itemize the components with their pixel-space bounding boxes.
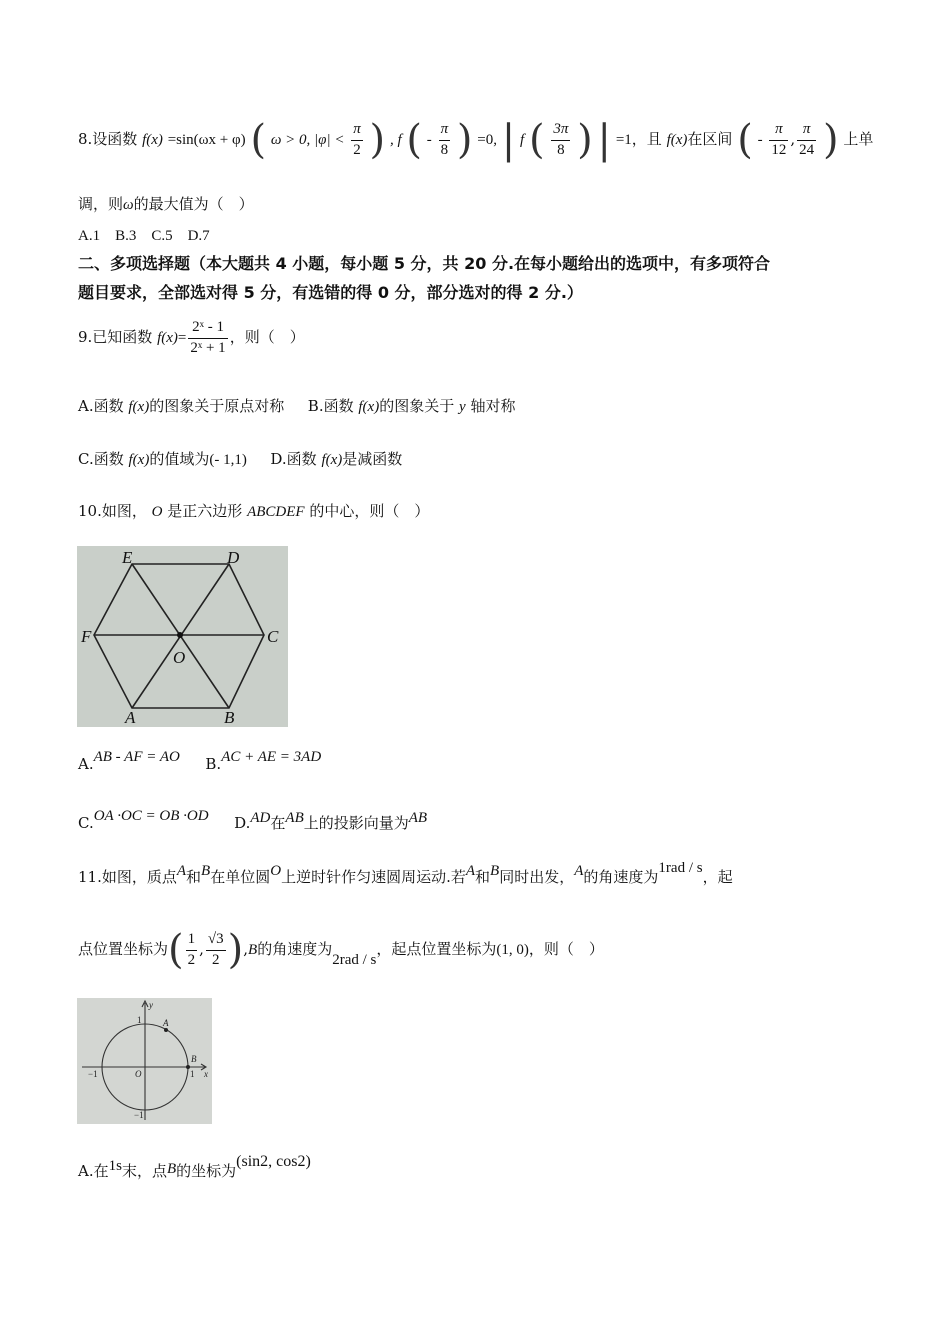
q9-optA-pre: A.函数 bbox=[78, 397, 124, 415]
q11-B3: B bbox=[248, 942, 258, 958]
q8-abs-open: | bbox=[501, 117, 516, 163]
q8-fx: f(x) bbox=[142, 132, 163, 148]
label-neg-one-bottom: −1 bbox=[134, 1110, 144, 1120]
q11-line2a: 点位置坐标为 bbox=[78, 940, 169, 958]
label-A: A bbox=[125, 708, 136, 727]
q9-optC-pre: C.函数 bbox=[78, 450, 124, 468]
section2-line2: 题目要求，全部选对得 5 分，有选错的得 0 分，部分选对的得 2 分.） bbox=[78, 283, 583, 302]
q8-two: 2 bbox=[353, 141, 361, 158]
label-x: x bbox=[204, 1069, 208, 1079]
q9-optC-mid: 的值域为 bbox=[149, 450, 210, 468]
q8-tail: 上单 bbox=[843, 130, 874, 148]
q9-optB-post: 轴对称 bbox=[470, 397, 516, 415]
q8-line2 bbox=[78, 193, 254, 214]
q8-eight-b: 8 bbox=[557, 141, 565, 158]
q10-optD-label: D. bbox=[234, 814, 251, 832]
q10-O: O bbox=[151, 504, 163, 520]
q8-paren-close: ) bbox=[369, 117, 386, 163]
q10-optD-2: 在 bbox=[270, 814, 286, 832]
label-E: E bbox=[122, 548, 133, 567]
q10-optB: AC + AE = 3AD bbox=[221, 749, 322, 765]
q10-optD-1: AD bbox=[250, 810, 271, 826]
q8-twentyfour: 24 bbox=[799, 141, 815, 158]
q11-optA-t: 1s bbox=[108, 1158, 122, 1174]
q9-options-cd bbox=[78, 448, 402, 469]
q11-A3: A bbox=[574, 863, 584, 879]
label-F: F bbox=[81, 627, 92, 646]
q8-eq1: =1 bbox=[615, 132, 632, 148]
label-O: O bbox=[173, 648, 186, 667]
q8-paren-open2: ( bbox=[406, 117, 422, 163]
q8-lead: 8.设函数 bbox=[78, 130, 138, 148]
label-neg-one-left: −1 bbox=[88, 1069, 98, 1079]
q11-startB: (1, 0) bbox=[496, 942, 529, 958]
q10-hex: ABCDEF bbox=[247, 504, 305, 520]
q8-frac-pi2 bbox=[351, 120, 363, 160]
q11-paren-close: ) bbox=[227, 927, 244, 973]
q11-line2c: ，起点位置坐标为 bbox=[376, 940, 497, 958]
q8-paren-close2: ) bbox=[456, 117, 473, 163]
q9-optA-fx: f(x) bbox=[128, 399, 150, 415]
q8-fneg: , f bbox=[389, 132, 402, 148]
q8-paren-open3: ( bbox=[528, 117, 545, 163]
label-one-right: 1 bbox=[190, 1069, 195, 1079]
q10-mid: 是正六边形 bbox=[167, 502, 243, 520]
q11-mid4: 的角速度为 bbox=[583, 868, 659, 886]
q9-optD-pre: D.函数 bbox=[270, 450, 317, 468]
unit-circle-figure bbox=[77, 998, 212, 1124]
hexagon-figure bbox=[77, 546, 288, 727]
q8-line2b: 的最大值为（ ） bbox=[133, 195, 254, 213]
q11-line2: 点位置坐标为( $\frac{1}{2}$ , $\frac{√3}{2}$ ),B的角速度为2rad / s，起点位置坐标为(1, 0)，则（ ） bbox=[78, 927, 604, 973]
q8-line1: 8.设函数 f(x) =sin(ωx + φ) ( ω > 0, |φ| < $\frac{\pi}{2}$ ) , f ( - $\frac{\pi}{8}$ ) =0, | f ( $\frac{3\pi}{8}$ ) | =1，且 f(x)在区间 ( - $\frac{\pi}{12}$ , $\frac{\pi}{24}$ ) 上单 bbox=[78, 117, 874, 163]
q11-line2b: 的角速度为 bbox=[257, 940, 333, 958]
q9-optD-post: 是减函数 bbox=[342, 450, 403, 468]
q8-eight: 8 bbox=[440, 141, 449, 158]
q8-frac-pi24 bbox=[797, 120, 816, 160]
q9-tail: ，则（ ） bbox=[229, 328, 305, 346]
q11-B2: B bbox=[490, 863, 500, 879]
q11-O: O bbox=[270, 863, 282, 879]
q8-def: =sin(ωx + φ) bbox=[167, 132, 246, 148]
q11-optA-mid: 末，点 bbox=[121, 1162, 167, 1180]
q11-line2d: ，则（ ） bbox=[528, 940, 604, 958]
q9-num: 2ˣ - 1 bbox=[188, 318, 227, 339]
q9-fx: f(x) bbox=[157, 330, 178, 346]
q11-optA bbox=[78, 1153, 311, 1181]
q8-omega: ω bbox=[123, 197, 134, 213]
q10-tail: 的中心，则（ ） bbox=[309, 502, 430, 520]
q11-speedB: 2rad / s bbox=[332, 952, 377, 968]
q9-lead: 9.已知函数 bbox=[78, 328, 153, 346]
q11-optA-pre: A.在 bbox=[78, 1162, 109, 1180]
q9-frac bbox=[188, 318, 227, 358]
q10-options-cd bbox=[78, 808, 428, 833]
q9-line bbox=[78, 318, 305, 358]
q11-optA-B: B bbox=[166, 1161, 177, 1177]
label-C: C bbox=[267, 627, 279, 646]
q9-optA-post: 的图象关于原点对称 bbox=[149, 397, 285, 415]
q11-mid1: 在单位圆 bbox=[210, 868, 271, 886]
q10-lead: 10.如图， bbox=[78, 502, 147, 520]
q8-interval: 在区间 bbox=[687, 130, 733, 148]
q10-optC-label: C. bbox=[78, 814, 94, 832]
q8-abs-close: | bbox=[597, 117, 612, 163]
q11-frac-sqrt3 bbox=[206, 930, 226, 970]
q10-optD-4: 上的投影向量为 bbox=[303, 814, 409, 832]
q8-paren-close3: ) bbox=[577, 117, 593, 163]
q11-line1 bbox=[78, 860, 733, 887]
q11-optA-coord: (sin2, cos2) bbox=[236, 1153, 311, 1170]
q9-options-ab bbox=[78, 395, 515, 416]
q8-neg-b: - bbox=[757, 132, 763, 148]
q11-and: 和 bbox=[186, 868, 202, 886]
q8-frac-3pi8 bbox=[551, 120, 570, 160]
q10-optB-label: B. bbox=[205, 755, 222, 773]
q10-optD-5: AB bbox=[408, 810, 428, 826]
q10-options-ab bbox=[78, 749, 322, 774]
q9-den: 2ˣ + 1 bbox=[190, 339, 226, 356]
q9-optC-fx: f(x) bbox=[128, 452, 150, 468]
q8-pi-b: π bbox=[439, 120, 451, 141]
q10-optD-3: AB bbox=[285, 810, 304, 826]
q8-line2: 调，则 bbox=[78, 195, 124, 213]
section2-line1: 二、多项选择题（本大题共 4 小题，每小题 5 分，共 20 分.在每小题给出的选项中，有多项符合 bbox=[78, 254, 771, 273]
q8-and: ，且 bbox=[631, 130, 662, 148]
q8-fx-b: f(x) bbox=[666, 132, 688, 148]
q9-optC-range: (- 1,1) bbox=[209, 452, 247, 468]
label-y: y bbox=[149, 1000, 153, 1010]
q9-optD-fx: f(x) bbox=[321, 452, 343, 468]
q11-lead: 11.如图，质点 bbox=[78, 868, 177, 886]
label-B: B bbox=[224, 708, 235, 727]
q10-optC: OA ·OC = OB ·OD bbox=[93, 808, 209, 824]
q9-optB-y: y bbox=[459, 399, 466, 415]
q8-cond: ω > 0, |φ| < bbox=[270, 132, 345, 148]
q8-options: A.1 B.3 C.5 D.7 bbox=[78, 228, 210, 244]
q11-mid2: 上逆时针作匀速圆周运动.若 bbox=[281, 868, 466, 886]
label-O-circle: O bbox=[135, 1069, 142, 1079]
q8-twelve: 12 bbox=[771, 141, 787, 158]
q8-threepi: 3π bbox=[551, 120, 570, 141]
q10-optA: AB - AF = AO bbox=[93, 749, 180, 765]
q11-mid3: 同时出发， bbox=[499, 868, 575, 886]
label-one-top: 1 bbox=[137, 1015, 142, 1025]
q10-line bbox=[78, 500, 429, 521]
q8-f3: f bbox=[520, 132, 525, 148]
q8-paren-close4: ) bbox=[822, 117, 839, 163]
q11-frac-half bbox=[186, 930, 198, 970]
q10-optA-label: A. bbox=[78, 755, 94, 773]
center-point-O bbox=[177, 632, 183, 638]
q11-two: 2 bbox=[187, 951, 196, 968]
q8-pi: π bbox=[351, 120, 363, 141]
q8-eq0: =0, bbox=[477, 132, 497, 148]
q11-and2: 和 bbox=[475, 868, 491, 886]
q11-A2: A bbox=[465, 863, 476, 879]
label-D: D bbox=[227, 548, 240, 567]
q11-sqrt3: √3 bbox=[206, 930, 226, 951]
q9-optB-mid: 的图象关于 bbox=[379, 397, 455, 415]
q8-frac-pi8 bbox=[439, 120, 451, 160]
q11-optA-post: 的坐标为 bbox=[176, 1162, 237, 1180]
q9-optB-fx: f(x) bbox=[358, 399, 380, 415]
q8-neg: - bbox=[426, 132, 432, 148]
q8-paren-open4: ( bbox=[737, 117, 753, 163]
label-A-circle: A bbox=[163, 1018, 169, 1028]
q9-eq: = bbox=[177, 330, 187, 346]
q8-pi-c: π bbox=[769, 120, 788, 141]
q11-tail1: ，起 bbox=[702, 868, 733, 886]
q11-two2: 2 bbox=[212, 951, 220, 968]
q11-paren-open: ( bbox=[168, 927, 184, 973]
q11-half: 1 bbox=[186, 930, 198, 951]
q8-frac-pi12 bbox=[769, 120, 788, 160]
q11-speedA: 1rad / s bbox=[658, 860, 703, 876]
point-A bbox=[164, 1028, 168, 1032]
q11-A: A bbox=[176, 863, 187, 879]
q11-B: B bbox=[201, 863, 211, 879]
q8-pi-d: π bbox=[797, 120, 816, 141]
q9-optB-pre: B.函数 bbox=[307, 397, 354, 415]
q8-paren-open: ( bbox=[250, 117, 267, 163]
label-B-circle: B bbox=[191, 1054, 197, 1064]
